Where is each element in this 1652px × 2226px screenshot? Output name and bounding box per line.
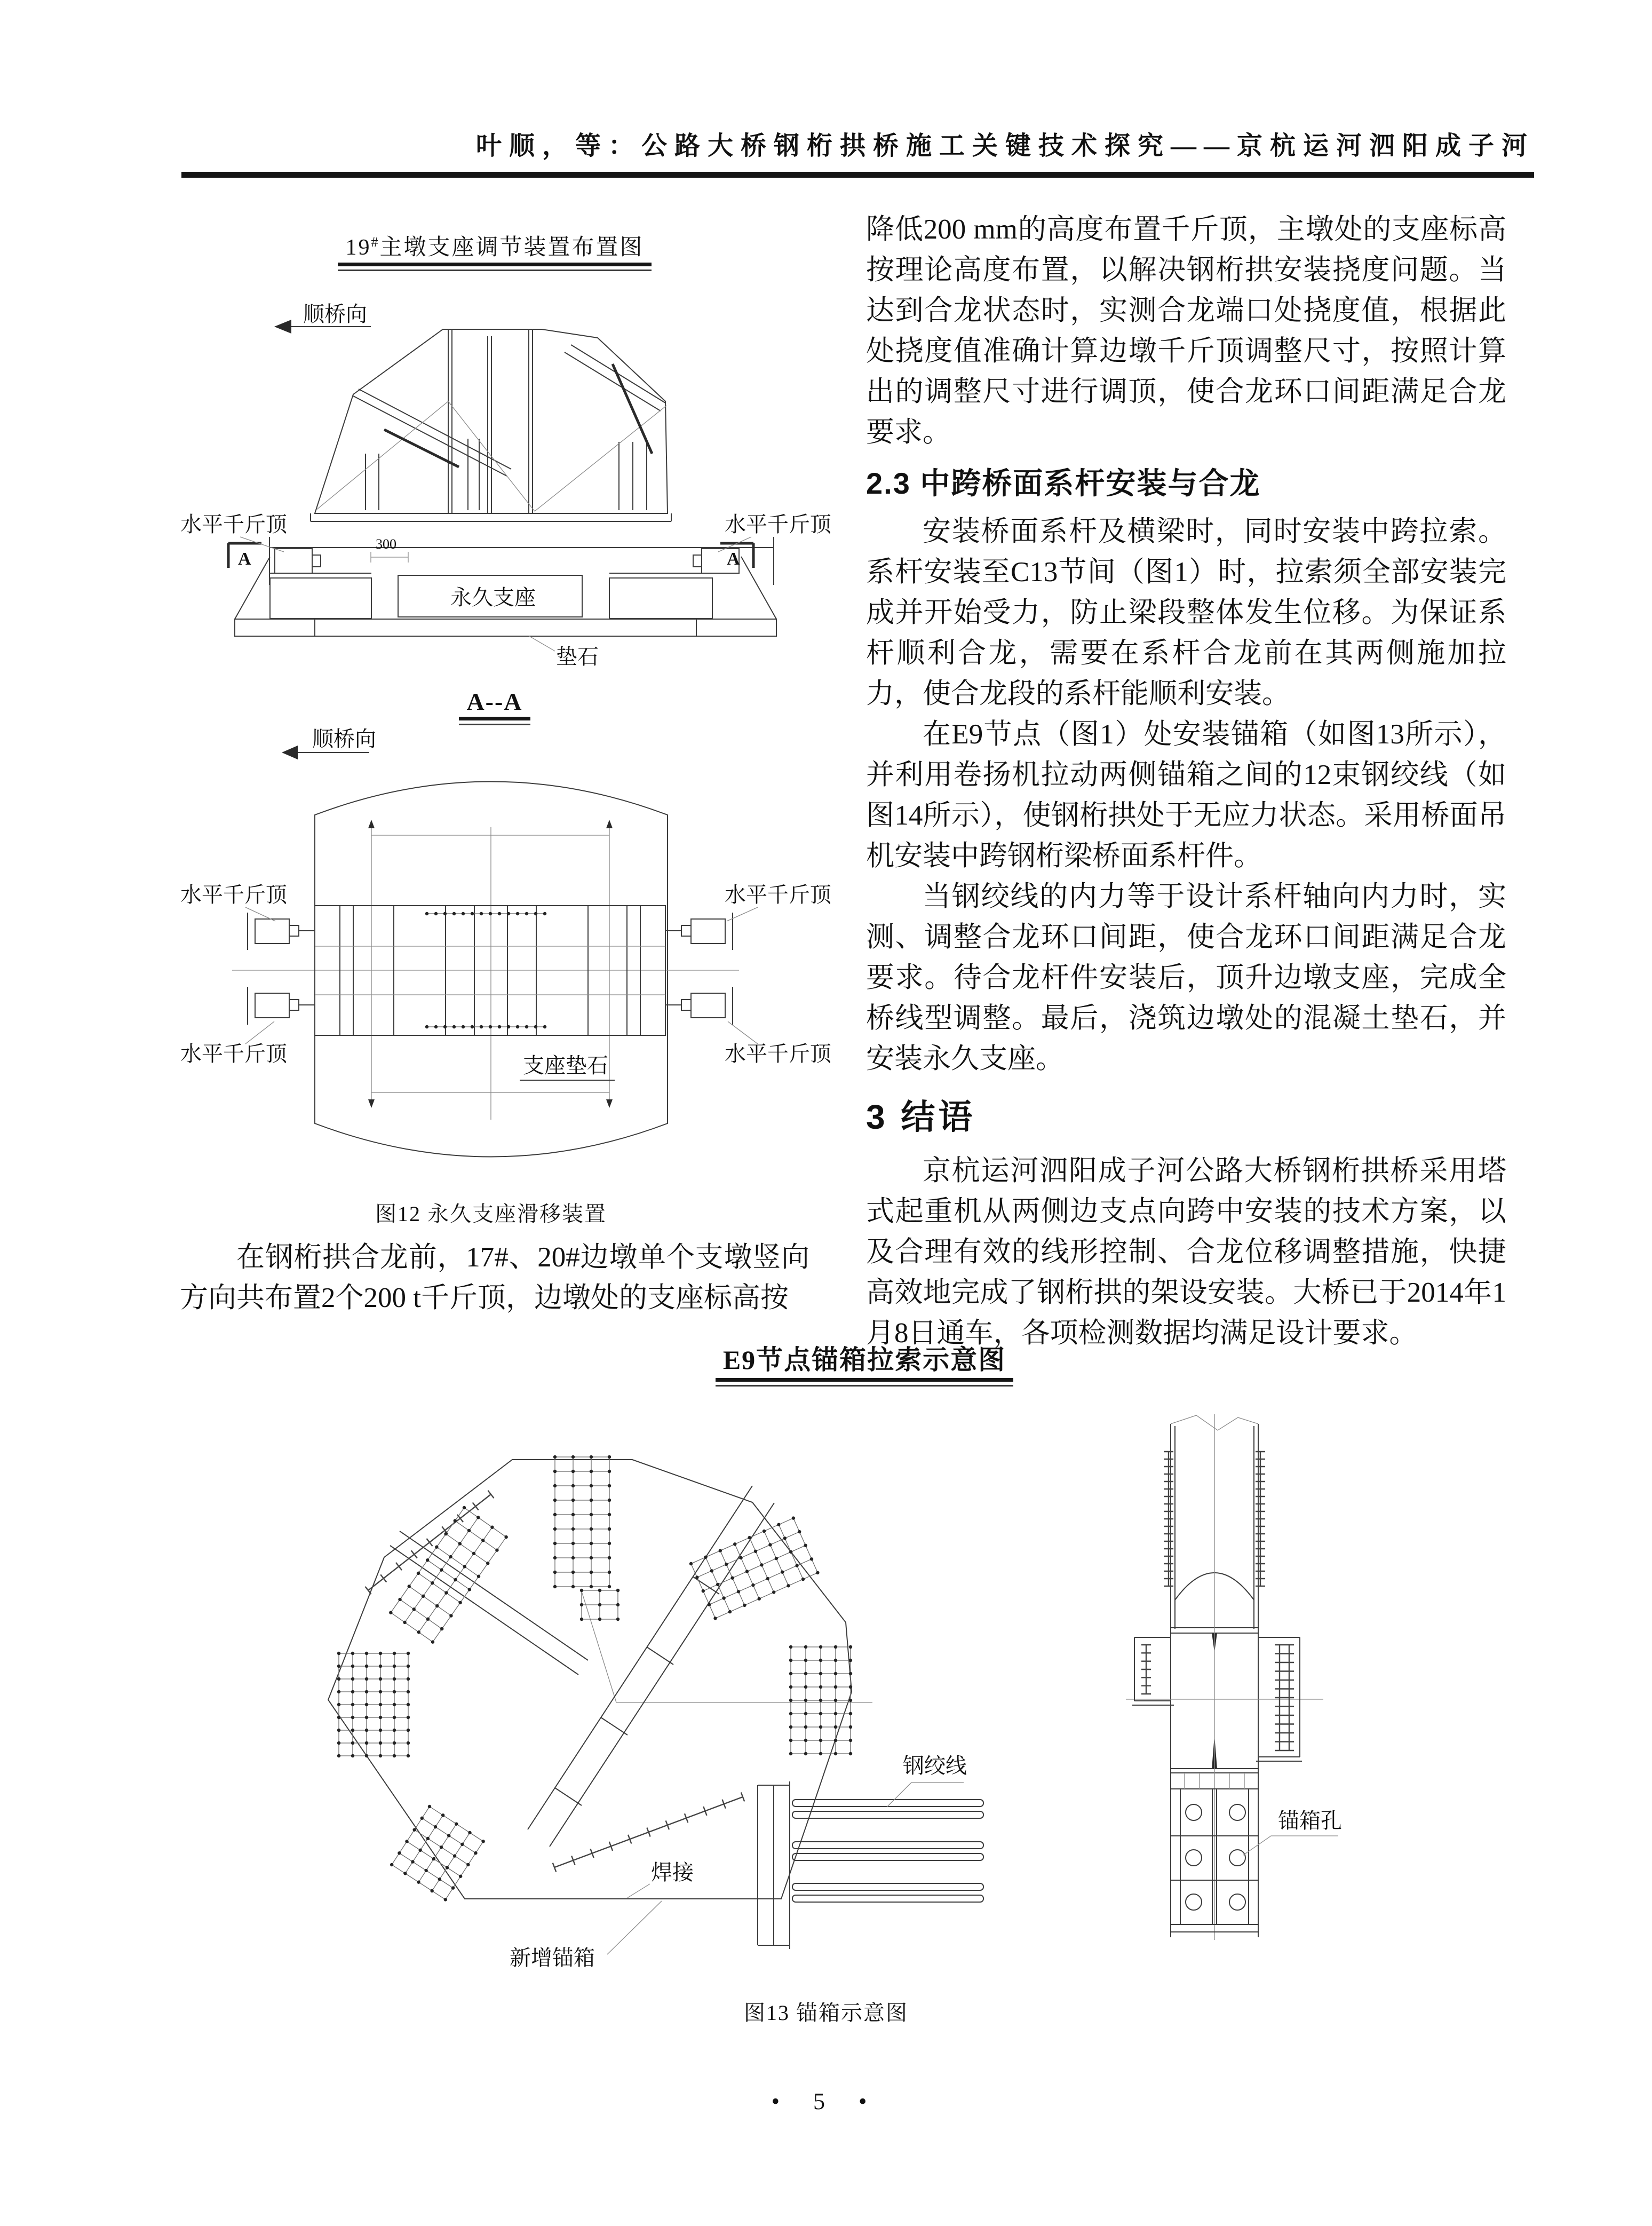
bearing-label: 永久支座	[450, 585, 536, 609]
section-view-title: A--A	[459, 687, 530, 725]
direction-arrow	[274, 302, 371, 334]
leader-line	[529, 636, 555, 651]
figure12-title-sup: #	[371, 234, 380, 250]
paragraph: 在E9节点（图1）处安装锚箱（如图13所示），并利用卷扬机拉动两侧锚箱之间的12束钢绞线（如图14所示），使钢桁拱处于无应力状态。采用桥面吊机安装中跨钢桁梁桥面系杆件。	[866, 719, 1506, 872]
figure12-diagram-title	[338, 229, 651, 271]
figure12-elevation-diagram	[160, 294, 854, 683]
anchor-box	[758, 1781, 790, 1949]
strand-bundles	[792, 1800, 983, 1902]
diagonal-chord	[390, 1486, 774, 1847]
jack-label-bottom-left: 水平千斤顶	[180, 1042, 287, 1066]
figure12-plan-diagram	[160, 726, 854, 1195]
rivet-grid	[337, 1652, 410, 1757]
jack-bottom-right	[665, 987, 733, 1025]
jack-label-top-left: 水平千斤顶	[180, 883, 287, 907]
flange-right-bolts	[1275, 1645, 1284, 1750]
arrow-head-icon	[282, 746, 298, 759]
jack-top-left	[248, 913, 315, 950]
figure12-title-wrap	[180, 229, 809, 271]
weld-seam-lower	[553, 1793, 744, 1872]
flange-left	[1132, 1637, 1174, 1705]
arrow-head-icon	[274, 320, 291, 334]
page-number: • 5 •	[771, 2088, 881, 2114]
leader-line	[727, 907, 758, 921]
bolt-strip-right	[1256, 1452, 1265, 1586]
jack-top-right	[665, 913, 733, 950]
figure13-diagram-title: E9节点锚箱拉索示意图	[716, 1338, 1013, 1387]
rivet-grid	[689, 1516, 820, 1620]
flange-right-bolts	[1284, 1645, 1294, 1750]
heading-2-3: 2.3 中跨桥面系杆安装与合龙	[866, 466, 1261, 500]
leader-line	[607, 1901, 662, 1954]
paragraph: 降低200 mm的高度布置千斤顶，主墩处的支座标高按理论高度布置，以解决钢桁拱安装挠度问题。当达到合龙状态时，实测合龙端口处挠度值，根据此处挠度值准确计算边墩千斤顶调整尺寸，按照计算出的调整尺寸进行调顶，使合龙环口间距满足合龙要求。	[866, 214, 1506, 448]
pier-outline	[232, 782, 739, 1157]
bearing-pad-label: 支座垫石	[523, 1053, 608, 1078]
figure13-anchorbox-diagram	[1094, 1414, 1574, 1948]
svg-text:300: 300	[376, 536, 396, 552]
paragraph: 京杭运河泗阳成子河公路大桥钢桁拱桥采用塔式起重机从两侧边支点向跨中安装的技术方案，以及合理有效的线形控制、合龙位移调整措施，快捷高效地完成了钢桁拱的架设安装。大桥已于2014年1月8日通车，各项检测数据均满足设计要求。	[866, 1155, 1506, 1349]
rivet-grid	[553, 1455, 611, 1588]
pad-label: 垫石	[556, 645, 599, 669]
direction-label: 顺桥向	[312, 727, 376, 751]
direction-label: 顺桥向	[303, 302, 367, 326]
rivet-grid	[388, 1506, 509, 1645]
anchor-hole-label: 锚箱孔	[1278, 1809, 1342, 1833]
rivet-grid	[580, 1589, 620, 1621]
leader-line	[728, 1021, 758, 1044]
truss-node-drawing	[311, 329, 671, 521]
weld-seam-upper	[365, 1491, 494, 1594]
figure12-caption: 图12 永久支座滑移装置	[375, 1202, 607, 1226]
flange-left-bolts	[1141, 1645, 1151, 1694]
leader-line	[245, 1021, 274, 1044]
direction-arrow	[282, 727, 376, 759]
figure13-gusset-diagram	[240, 1414, 987, 1980]
section-letter-left: A	[238, 549, 251, 569]
strand-label: 钢绞线	[903, 1754, 967, 1778]
weld-label: 焊接	[651, 1860, 694, 1884]
rivet-grid	[789, 1645, 852, 1755]
figure12-title-text: 主墩支座调节装置布置图	[379, 235, 644, 260]
rivet-grid	[390, 1804, 486, 1902]
jack-bottom-left	[248, 987, 315, 1025]
jack-label-top-right: 水平千斤顶	[725, 883, 831, 907]
jack-label-right: 水平千斤顶	[725, 512, 831, 536]
jack-label-left: 水平千斤顶	[180, 512, 287, 536]
paragraph: 当钢绞线的内力等于设计系杆轴向内力时，实测、调整合龙环口间距，使合龙环口间距满足合龙要求。待合龙杆件安装后，顶升边墩支座，完成全桥线型调整。最后，浇筑边墩处的混凝土垫石，并安装永久支座。	[866, 881, 1506, 1074]
member-body	[1126, 1414, 1323, 1940]
section-marker-left	[228, 543, 261, 569]
leader-line	[628, 1884, 650, 1898]
leader-line	[1243, 1836, 1338, 1855]
leader-line	[887, 1783, 964, 1807]
running-header: 叶顺，等：公路大桥钢桁拱桥施工关键技术探究——京杭运河泗阳成子河	[475, 132, 1535, 160]
new-anchor-label: 新增锚箱	[510, 1946, 595, 1970]
dimension-300	[371, 536, 408, 563]
figure13-caption: 图13 锚箱示意图	[744, 2001, 908, 2025]
section-letter-right: A	[727, 549, 740, 569]
left-column-paragraph: 在钢桁拱合龙前，17#、20#边墩单个支墩竖向方向共布置2个200 t千斤顶，边墩处的支座标高按	[180, 1242, 809, 1313]
header-rule	[181, 172, 1534, 178]
figure12-title-num: 19	[345, 235, 371, 260]
right-column	[866, 209, 1506, 1353]
paragraph: 安装桥面系杆及横梁时，同时安装中跨拉索。系杆安装至C13节间（图1）时，拉索须全部安装完成并开始受力，防止梁段整体发生位移。为保证系杆顺利合龙，需要在系杆合龙前在其两侧施加拉力，使合龙段的系杆能顺利安装。	[866, 516, 1506, 709]
section-view-title-wrap	[180, 687, 809, 725]
heading-3: 3 结语	[866, 1098, 976, 1136]
figure13-title-wrap	[160, 1338, 1569, 1387]
bolt-strip-left	[1164, 1452, 1173, 1586]
jack-label-bottom-right: 水平千斤顶	[725, 1042, 831, 1066]
